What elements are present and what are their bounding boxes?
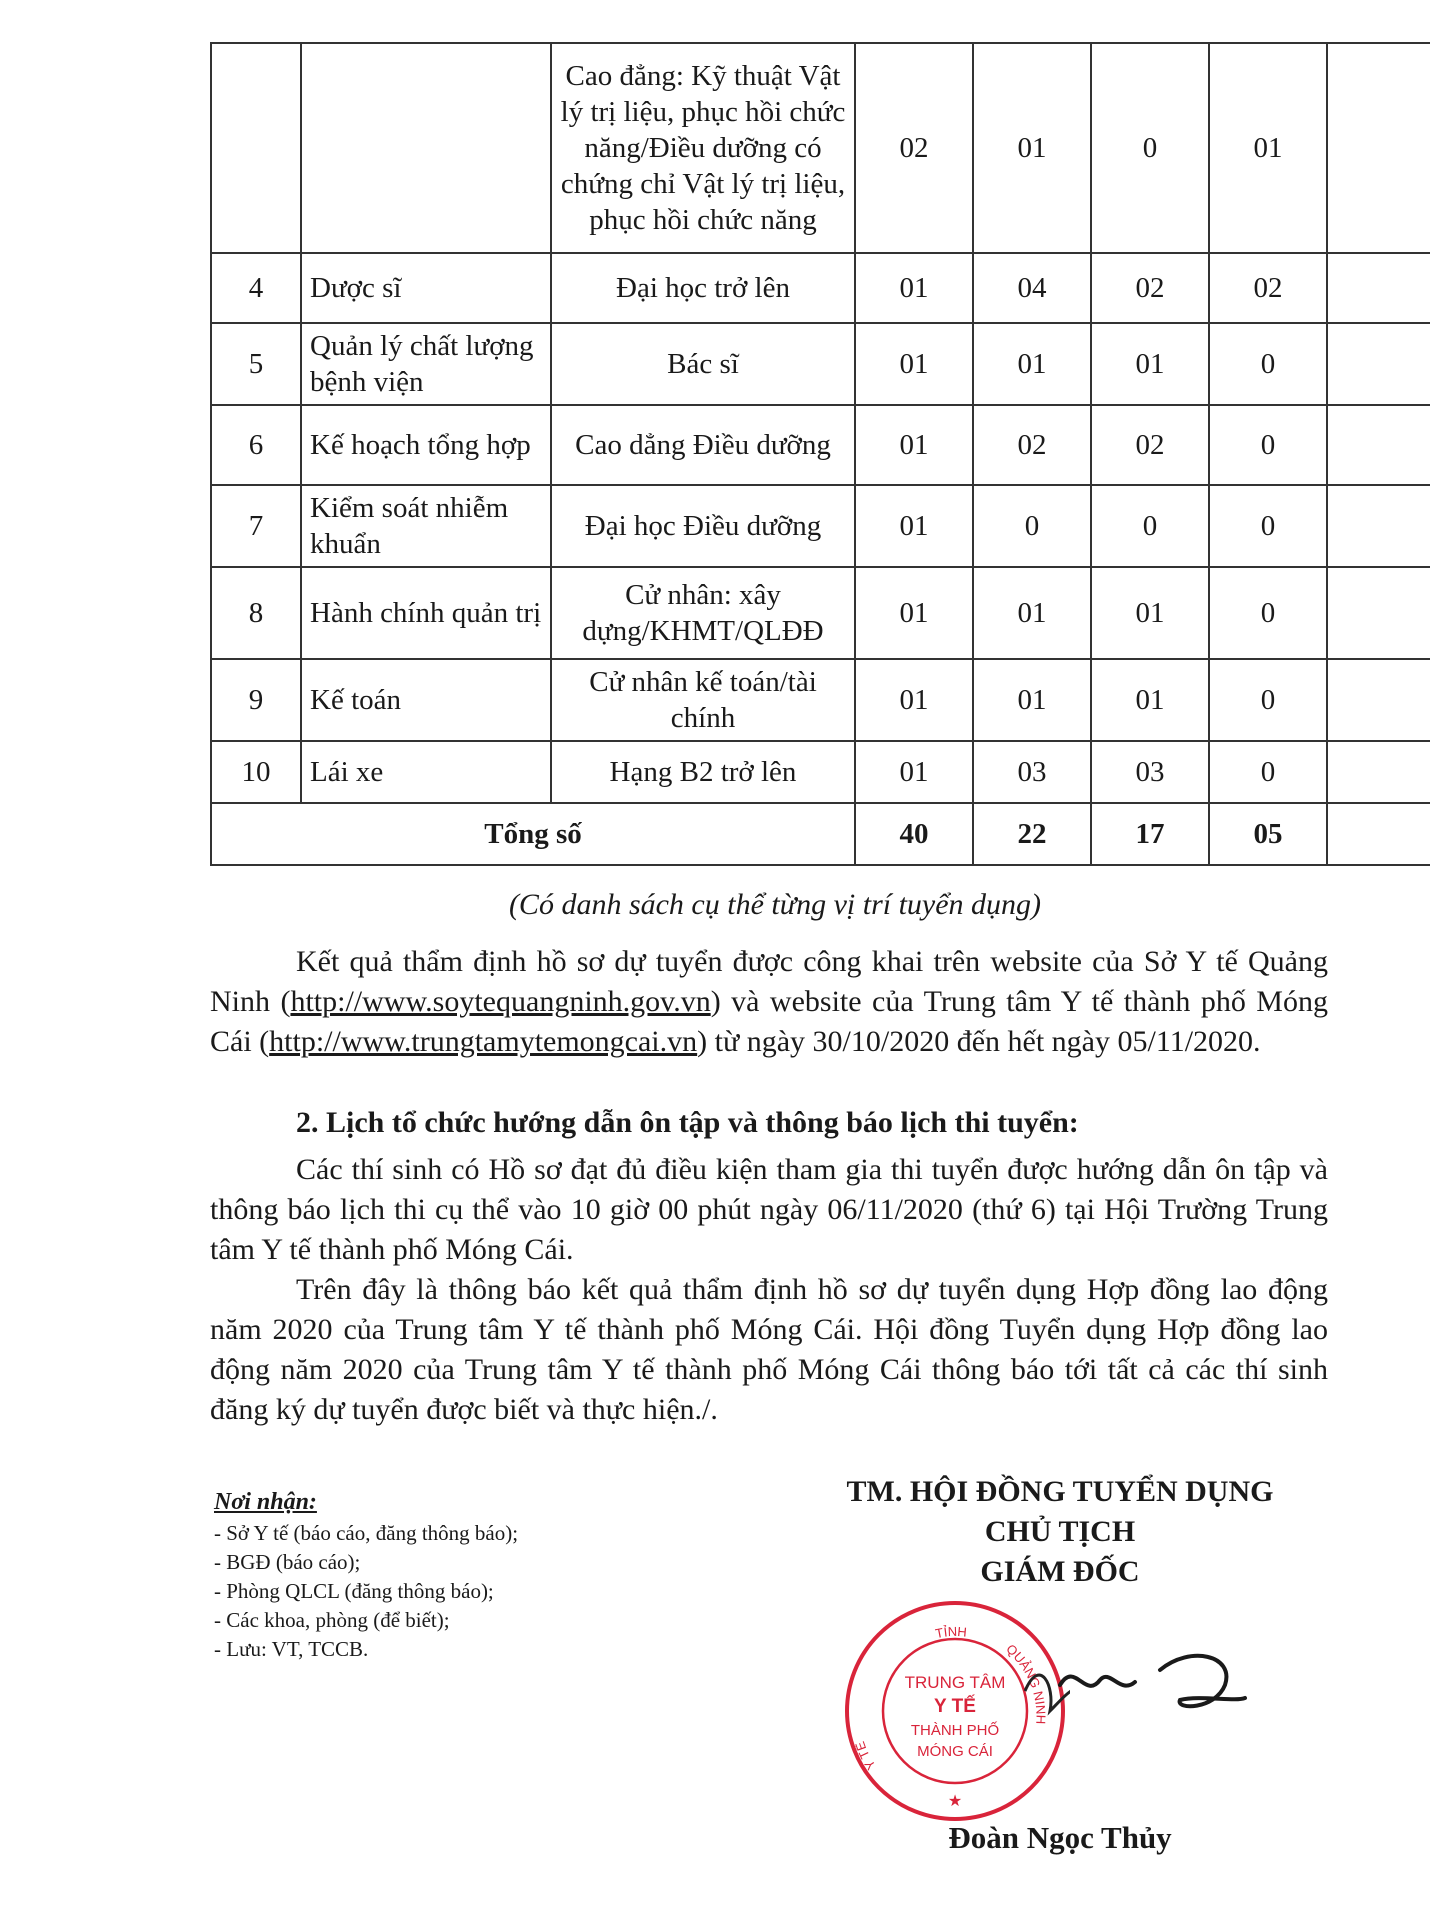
table-note: (Có danh sách cụ thể từng vị trí tuyển dụng) <box>508 888 1042 921</box>
signature-line-3: GIÁM ĐỐC <box>980 1555 1140 1588</box>
total-blank <box>1327 803 1430 865</box>
row-count-3: 01 <box>1091 567 1209 659</box>
stamp-right-text: QUẢNG NINH <box>1003 1641 1049 1725</box>
row-count-1: 01 <box>855 485 973 567</box>
table-row <box>211 405 1430 485</box>
table-row <box>211 323 1430 405</box>
paragraph-publication <box>210 942 1328 1062</box>
row-count-2: 01 <box>973 567 1091 659</box>
row-count-2: 01 <box>973 659 1091 741</box>
recipient-item: - Sở Y tế (báo cáo, đăng thông báo); <box>214 1521 519 1545</box>
official-stamp <box>840 1596 1070 1826</box>
row-position <box>301 43 551 253</box>
total-count-2: 22 <box>973 803 1091 865</box>
row-count-4: 0 <box>1209 323 1327 405</box>
row-requirement: Cao đẳng: Kỹ thuật Vật lý trị liệu, phục hồi chức năng/Điều dưỡng có chứng chỉ Vật lý trị liệu, phục hồi chức năng <box>551 43 855 253</box>
total-row <box>211 803 1430 865</box>
row-count-2: 0 <box>973 485 1091 567</box>
recipient-item: - BGĐ (báo cáo); <box>214 1550 361 1574</box>
row-requirement: Cử nhân kế toán/tài chính <box>551 659 855 741</box>
signature-scribble <box>1050 1640 1250 1720</box>
row-stt <box>211 43 301 253</box>
recipient-item: - Phòng QLCL (đăng thông báo); <box>214 1579 494 1603</box>
row-stt: 10 <box>211 741 301 803</box>
row-count-2: 04 <box>973 253 1091 323</box>
stamp-star-icon: ★ <box>947 1793 963 1810</box>
row-position: Dược sĩ <box>301 253 551 323</box>
row-count-3: 01 <box>1091 659 1209 741</box>
row-count-2: 01 <box>973 323 1091 405</box>
row-requirement: Bác sĩ <box>551 323 855 405</box>
total-count-4: 05 <box>1209 803 1327 865</box>
row-blank <box>1327 253 1430 323</box>
row-requirement: Đại học trở lên <box>551 253 855 323</box>
row-count-3: 02 <box>1091 253 1209 323</box>
recruitment-table <box>210 42 1430 866</box>
row-requirement: Cử nhân: xây dựng/KHMT/QLĐĐ <box>551 567 855 659</box>
stamp-line-2: Y TẾ <box>934 1696 976 1717</box>
recipient-item: - Các khoa, phòng (để biết); <box>214 1608 450 1632</box>
row-blank <box>1327 567 1430 659</box>
row-position: Lái xe <box>301 741 551 803</box>
row-count-1: 01 <box>855 253 973 323</box>
row-count-3: 0 <box>1091 43 1209 253</box>
row-stt: 8 <box>211 567 301 659</box>
signature-block <box>800 1472 1320 1592</box>
stamp-top-text: TỈNH <box>934 1623 968 1642</box>
total-count-3: 17 <box>1091 803 1209 865</box>
row-count-2: 03 <box>973 741 1091 803</box>
table-row <box>211 659 1430 741</box>
row-stt: 4 <box>211 253 301 323</box>
row-count-1: 01 <box>855 741 973 803</box>
para1-text-post: ) từ ngày 30/10/2020 đến hết ngày 05/11/2020. <box>697 1025 1261 1058</box>
row-blank <box>1327 43 1430 253</box>
recipients-block <box>214 1488 518 1664</box>
row-count-4: 02 <box>1209 253 1327 323</box>
paragraph-closing: Trên đây là thông báo kết quả thẩm định hồ sơ dự tuyển dụng Hợp đồng lao động năm 2020 của Trung tâm Y tế thành phố Móng Cái. Hội đồng Tuyển dụng Hợp đồng lao động năm 2020 của Trung tâm Y tế thành phố Móng Cái thông báo tới tất cả các thí sinh đăng ký dự tuyển được biết và thực hiện./. <box>210 1273 1328 1426</box>
link-soyte[interactable]: http://www.soytequangninh.gov.vn <box>290 985 711 1018</box>
row-count-1: 01 <box>855 405 973 485</box>
row-count-1: 01 <box>855 323 973 405</box>
row-count-2: 02 <box>973 405 1091 485</box>
signature-line-1: TM. HỘI ĐỒNG TUYỂN DỤNG <box>846 1475 1274 1508</box>
row-position: Quản lý chất lượng bệnh viện <box>301 323 551 405</box>
row-count-4: 0 <box>1209 659 1327 741</box>
stamp-line-4: MÓNG CÁI <box>917 1743 993 1760</box>
row-stt: 9 <box>211 659 301 741</box>
row-blank <box>1327 741 1430 803</box>
row-requirement: Cao dẳng Điều dưỡng <box>551 405 855 485</box>
row-blank <box>1327 659 1430 741</box>
row-position: Kiểm soát nhiễm khuẩn <box>301 485 551 567</box>
row-count-3: 01 <box>1091 323 1209 405</box>
row-blank <box>1327 485 1430 567</box>
total-count-1: 40 <box>855 803 973 865</box>
signer-name: Đoàn Ngọc Thủy <box>948 1820 1172 1855</box>
row-requirement: Hạng B2 trở lên <box>551 741 855 803</box>
row-blank <box>1327 405 1430 485</box>
stamp-left-text: Y TẾ <box>852 1739 879 1773</box>
row-stt: 6 <box>211 405 301 485</box>
row-count-4: 01 <box>1209 43 1327 253</box>
signature-line-2: CHỦ TỊCH <box>984 1515 1136 1548</box>
row-position: Hành chính quản trị <box>301 567 551 659</box>
table-row <box>211 485 1430 567</box>
recipients-title: Nơi nhận: <box>214 1489 317 1515</box>
row-count-1: 02 <box>855 43 973 253</box>
table-row <box>211 253 1430 323</box>
paragraph-schedule: Các thí sinh có Hồ sơ đạt đủ điều kiện tham gia thi tuyển được hướng dẫn ôn tập và thông báo lịch thi cụ thể vào 10 giờ 00 phút ngày 06/11/2020 (thứ 6) tại Hội Trường Trung tâm Y tế thành phố Móng Cái. <box>210 1153 1328 1266</box>
para1-text-pre: Kết quả thẩm định hồ sơ dự tuyển được công khai trên website của Sở Y tế Quảng Ninh ( <box>210 945 1328 1018</box>
row-count-4: 0 <box>1209 567 1327 659</box>
row-count-4: 0 <box>1209 485 1327 567</box>
row-count-4: 0 <box>1209 741 1327 803</box>
row-stt: 5 <box>211 323 301 405</box>
total-label: Tổng số <box>211 803 855 865</box>
row-count-3: 02 <box>1091 405 1209 485</box>
row-count-2: 01 <box>973 43 1091 253</box>
stamp-line-1: TRUNG TÂM <box>904 1673 1006 1692</box>
row-stt: 7 <box>211 485 301 567</box>
row-blank <box>1327 323 1430 405</box>
table-row <box>211 43 1430 253</box>
stamp-line-3: THÀNH PHỐ <box>910 1722 1000 1739</box>
row-count-4: 0 <box>1209 405 1327 485</box>
row-count-1: 01 <box>855 659 973 741</box>
row-position: Kế hoạch tổng hợp <box>301 405 551 485</box>
row-count-3: 0 <box>1091 485 1209 567</box>
table-row <box>211 741 1430 803</box>
recipient-item: - Lưu: VT, TCCB. <box>214 1637 369 1661</box>
row-count-3: 03 <box>1091 741 1209 803</box>
row-position: Kế toán <box>301 659 551 741</box>
row-count-1: 01 <box>855 567 973 659</box>
row-requirement: Đại học Điều dưỡng <box>551 485 855 567</box>
section-heading-2: 2. Lịch tổ chức hướng dẫn ôn tập và thông báo lịch thi tuyển: <box>296 1106 1079 1139</box>
link-trungtamyte[interactable]: http://www.trungtamytemongcai.vn <box>269 1025 698 1058</box>
table-row <box>211 567 1430 659</box>
para1-text-mid: ) và website của Trung tâm Y tế thành phố Móng Cái ( <box>210 985 1328 1058</box>
